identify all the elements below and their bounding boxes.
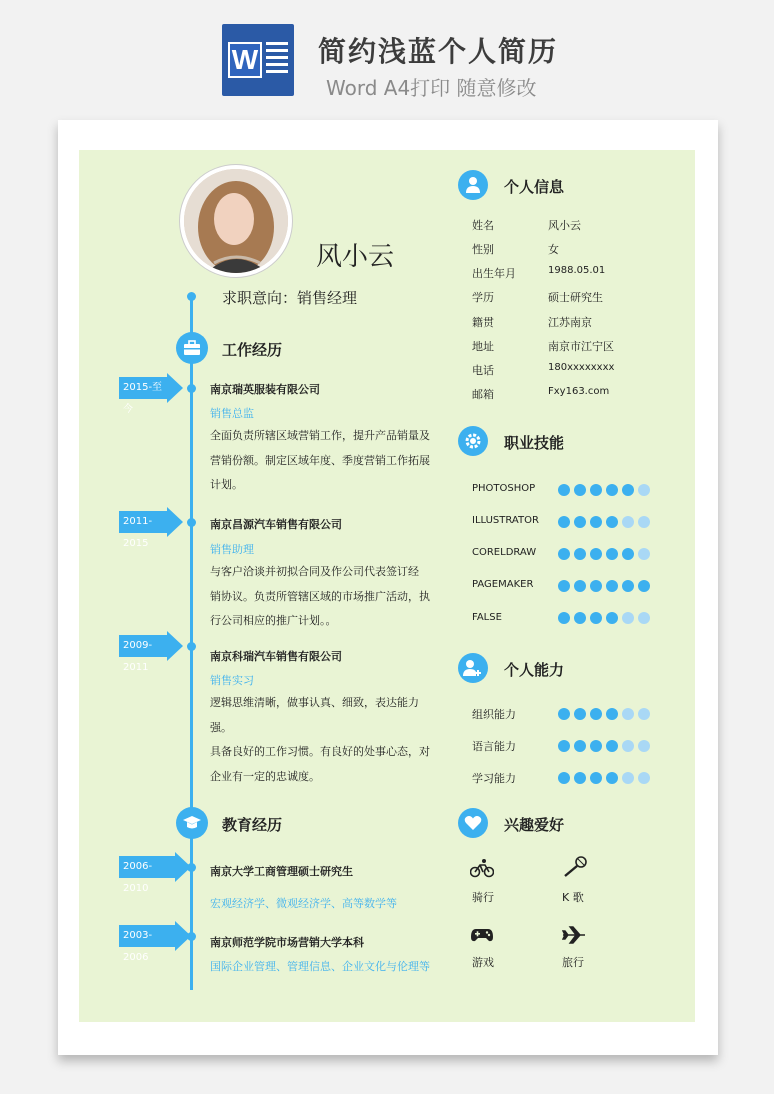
skill-name: PHOTOSHOP [472, 483, 536, 494]
rating-dot [606, 484, 618, 496]
info-value: 180xxxxxxxx [548, 362, 615, 373]
rating-dot [622, 740, 634, 752]
hobby-label: 游戏 [472, 956, 494, 969]
rating-dot [558, 740, 570, 752]
skill-rating [558, 580, 650, 592]
rating-dot [638, 484, 650, 496]
rating-dot [606, 772, 618, 784]
info-label: 电话 [472, 364, 494, 377]
skill-rating [558, 612, 650, 624]
info-value: 女 [548, 243, 559, 256]
section-title-work: 工作经历 [222, 341, 283, 359]
period-label: 2011-2015 [119, 511, 167, 533]
job-intent: 求职意向：销售经理 [222, 289, 358, 307]
rating-dot [558, 772, 570, 784]
school-courses: 国际企业管理、管理信息、企业文化与伦理等 [210, 960, 430, 973]
rating-dot [590, 740, 602, 752]
info-label: 地址 [472, 340, 494, 353]
rating-dot [622, 484, 634, 496]
skill-name: ILLUSTRATOR [472, 515, 539, 526]
gamepad-icon [470, 926, 494, 946]
user-icon [458, 170, 488, 200]
skill-rating [558, 516, 650, 528]
word-letter: W [228, 42, 262, 78]
company-name: 南京瑞英服装有限公司 [210, 383, 320, 396]
company-name: 南京昌源汽车销售有限公司 [210, 518, 342, 531]
rating-dot [606, 516, 618, 528]
rating-dot [606, 740, 618, 752]
rating-dot [590, 580, 602, 592]
info-value: 江苏南京 [548, 316, 592, 329]
ability-name: 语言能力 [472, 740, 516, 753]
rating-dot [590, 772, 602, 784]
timeline-dot [187, 292, 196, 301]
period-label: 2015-至今 [119, 377, 167, 399]
rating-dot [622, 772, 634, 784]
microphone-icon [562, 856, 586, 876]
timeline-dot [187, 932, 196, 941]
candidate-name: 风小云 [316, 242, 395, 272]
rating-dot [606, 580, 618, 592]
section-title-hobbies: 兴趣爱好 [504, 816, 565, 834]
skill-name: FALSE [472, 612, 502, 623]
rating-dot [574, 740, 586, 752]
rating-dot [622, 580, 634, 592]
rating-dot [590, 708, 602, 720]
info-value: 1988.05.01 [548, 265, 606, 276]
rating-dot [622, 516, 634, 528]
rating-dot [638, 580, 650, 592]
rating-dot [590, 548, 602, 560]
timeline-dot [187, 863, 196, 872]
rating-dot [638, 708, 650, 720]
avatar [180, 165, 292, 277]
info-label: 出生年月 [472, 267, 516, 280]
rating-dot [606, 548, 618, 560]
heart-icon [458, 808, 488, 838]
briefcase-icon [176, 332, 208, 364]
period-label: 2003-2006 [119, 925, 175, 947]
ability-name: 学习能力 [472, 772, 516, 785]
ability-name: 组织能力 [472, 708, 516, 721]
gear-icon [458, 426, 488, 456]
job-role: 销售实习 [210, 674, 254, 687]
rating-dot [622, 548, 634, 560]
skill-rating [558, 548, 650, 560]
school-name: 南京师范学院市场营销大学本科 [210, 936, 364, 949]
period-label: 2006-2010 [119, 856, 175, 878]
job-role: 销售助理 [210, 543, 254, 556]
rating-dot [558, 516, 570, 528]
job-description: 与客户洽谈并初拟合同及作公司代表签订经 销协议。负责所管辖区域的市场推广活动，执 行公司相应的推广计划。。 [210, 565, 430, 627]
rating-dot [638, 548, 650, 560]
rating-dot [574, 708, 586, 720]
skill-name: PAGEMAKER [472, 579, 534, 590]
document-lines-icon [266, 42, 288, 77]
section-title-skills: 职业技能 [504, 434, 565, 452]
company-name: 南京科瑞汽车销售有限公司 [210, 650, 342, 663]
rating-dot [638, 772, 650, 784]
page-subtitle: Word A4打印 随意修改 [326, 76, 537, 100]
rating-dot [574, 772, 586, 784]
info-value: 风小云 [548, 219, 581, 232]
rating-dot [558, 548, 570, 560]
rating-dot [558, 484, 570, 496]
ability-rating [558, 772, 650, 784]
info-label: 邮箱 [472, 388, 494, 401]
school-name: 南京大学工商管理硕士研究生 [210, 865, 353, 878]
skill-name: CORELDRAW [472, 547, 537, 558]
ability-rating [558, 740, 650, 752]
info-value: Fxy163.com [548, 386, 610, 397]
info-label: 姓名 [472, 219, 494, 232]
rating-dot [574, 580, 586, 592]
timeline-dot [187, 642, 196, 651]
rating-dot [622, 612, 634, 624]
rating-dot [558, 612, 570, 624]
rating-dot [574, 612, 586, 624]
job-description: 全面负责所辖区域营销工作，提升产品销量及 营销份额。制定区域年度、季度营销工作拓展 计划。 [210, 429, 430, 491]
rating-dot [638, 612, 650, 624]
job-description: 逻辑思维清晰，做事认真、细致，表达能力强。 具备良好的工作习惯。有良好的处事心态，对 企业有一定的忠诚度。 [210, 696, 430, 783]
info-value: 南京市江宁区 [548, 340, 614, 353]
ability-rating [558, 708, 650, 720]
timeline-dot [187, 518, 196, 527]
rating-dot [638, 516, 650, 528]
job-role: 销售总监 [210, 407, 254, 420]
page-title: 简约浅蓝个人简历 [318, 35, 559, 68]
rating-dot [574, 484, 586, 496]
user-plus-icon [458, 653, 488, 683]
airplane-icon [562, 925, 586, 945]
timeline-dot [187, 384, 196, 393]
info-label: 学历 [472, 291, 494, 304]
hobby-label: 旅行 [562, 956, 584, 969]
section-title-education: 教育经历 [222, 816, 283, 834]
section-title-abilities: 个人能力 [504, 661, 565, 679]
school-courses: 宏观经济学、微观经济学、高等数学等 [210, 897, 397, 910]
rating-dot [606, 708, 618, 720]
rating-dot [590, 516, 602, 528]
rating-dot [558, 580, 570, 592]
rating-dot [574, 548, 586, 560]
rating-dot [574, 516, 586, 528]
rating-dot [590, 484, 602, 496]
hobby-label: K 歌 [562, 891, 584, 904]
rating-dot [606, 612, 618, 624]
hobby-label: 骑行 [472, 891, 494, 904]
info-label: 性别 [472, 243, 494, 256]
period-label: 2009-2011 [119, 635, 167, 657]
word-app-icon [222, 24, 294, 96]
rating-dot [590, 612, 602, 624]
info-label: 籍贯 [472, 316, 494, 329]
info-value: 硕士研究生 [548, 291, 603, 304]
skill-rating [558, 484, 650, 496]
graduation-cap-icon [176, 807, 208, 839]
section-title-personal-info: 个人信息 [504, 178, 565, 196]
rating-dot [638, 740, 650, 752]
rating-dot [622, 708, 634, 720]
bicycle-icon [470, 858, 494, 878]
rating-dot [558, 708, 570, 720]
